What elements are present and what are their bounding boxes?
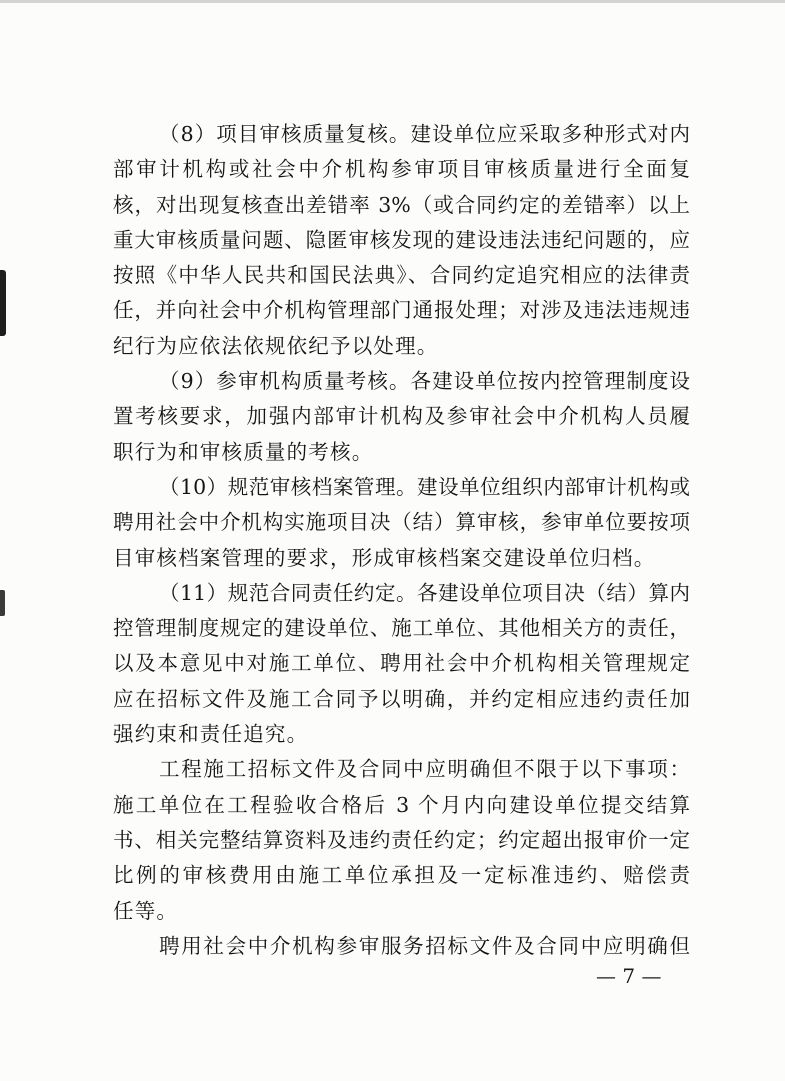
paragraph-item-8	[113, 117, 690, 364]
scan-edge-mark	[0, 270, 6, 336]
text-line: （10）规范审核档案管理。建设单位组织内部审计机构或	[159, 474, 690, 499]
text-line: 任等。	[113, 898, 179, 923]
text-line: 目审核档案管理的要求，形成审核档案交建设单位归档。	[113, 545, 656, 570]
text-line: 聘用社会中介机构参审服务招标文件及合同中应明确但	[159, 933, 690, 958]
text-line: 控管理制度规定的建设单位、施工单位、其他相关方的责任，	[113, 616, 690, 641]
paragraph-item-9	[113, 364, 690, 470]
document-body	[113, 117, 690, 964]
text-line: 书、相关完整结算资料及违约责任约定；约定超出报审价一定	[113, 827, 690, 852]
text-line: 施工单位在工程验收合格后 3 个月内向建设单位提交结算	[113, 792, 690, 817]
text-line: 任，并向社会中介机构管理部门通报处理；对涉及违法违规违	[113, 298, 690, 323]
scan-edge-mark	[0, 590, 5, 616]
paragraph-agency-tender	[113, 929, 690, 964]
text-line: 置考核要求，加强内部审计机构及参审社会中介机构人员履	[113, 404, 690, 429]
text-line: 按照《中华人民共和国民法典》、合同约定追究相应的法律责	[113, 263, 690, 288]
text-line: （11）规范合同责任约定。各建设单位项目决（结）算内	[159, 580, 690, 605]
paragraph-item-10	[113, 470, 690, 576]
paragraph-construction-tender	[113, 752, 690, 928]
text-line: 比例的审核费用由施工单位承担及一定标准违约、赔偿责	[113, 863, 690, 888]
scan-top-edge	[0, 0, 785, 3]
text-line: 部审计机构或社会中介机构参审项目审核质量进行全面复	[113, 157, 690, 182]
text-line: 工程施工招标文件及合同中应明确但不限于以下事项：	[159, 757, 690, 782]
text-line: 聘用社会中介机构实施项目决（结）算审核，参审单位要按项	[113, 510, 690, 535]
text-line: 强约束和责任追究。	[113, 722, 309, 747]
text-line: 应在招标文件及施工合同予以明确，并约定相应违约责任加	[113, 686, 690, 711]
text-line: （9）参审机构质量考核。各建设单位按内控管理制度设	[159, 369, 690, 394]
page-number: — 7 —	[596, 964, 662, 988]
paragraph-item-11	[113, 576, 690, 752]
text-line: （8）项目审核质量复核。建设单位应采取多种形式对内	[159, 122, 690, 146]
text-line: 以及本意见中对施工单位、聘用社会中介机构相关管理规定	[113, 651, 690, 676]
text-line: 核，对出现复核查出差错率 3%（或合同约定的差错率）以上	[113, 192, 690, 217]
text-line: 纪行为应依法依规依纪予以处理。	[113, 333, 439, 358]
text-line: 重大审核质量问题、隐匿审核发现的建设违法违纪问题的，应	[113, 227, 690, 252]
text-line: 职行为和审核质量的考核。	[113, 439, 374, 464]
